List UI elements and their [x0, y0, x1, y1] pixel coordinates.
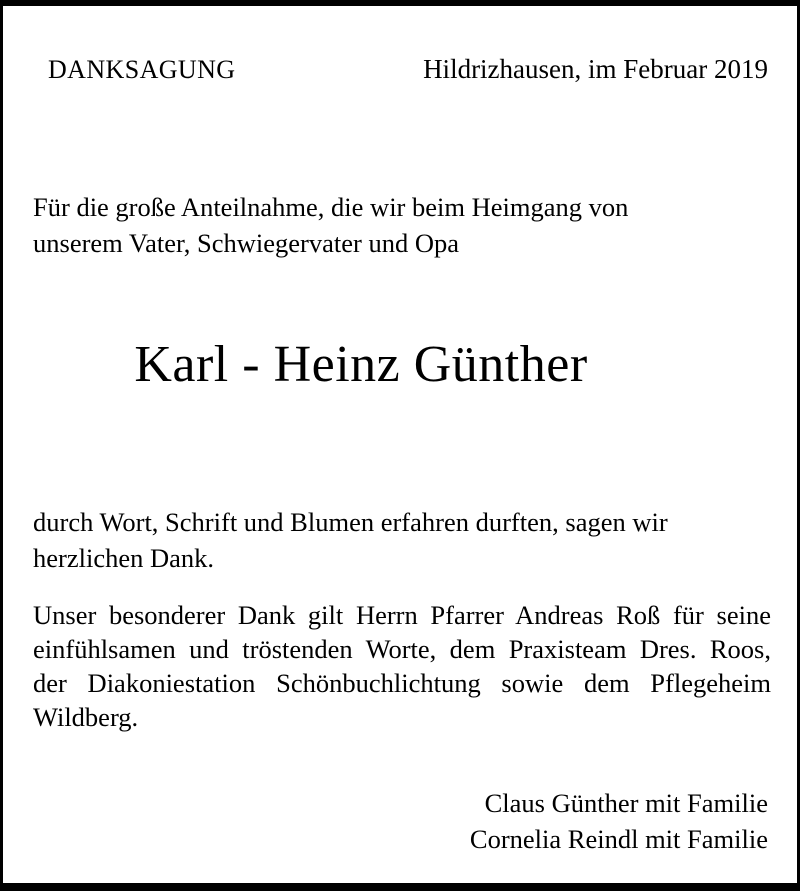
notice-content [3, 6, 797, 883]
intro-line: Für die große Anteilnahme, die wir beim Heimgang von [33, 192, 629, 222]
notice-header [32, 54, 771, 90]
place-and-date: Hildrizhausen, im Februar 2019 [423, 54, 768, 84]
thanks-line: herzlichen Dank. [33, 543, 214, 573]
notice-kicker: DANKSAGUNG [48, 55, 236, 84]
signature-line: Claus Günther mit Familie [484, 788, 768, 818]
signature-block [470, 785, 768, 857]
signature-line: Cornelia Reindl mit Familie [469, 824, 768, 854]
deceased-name: Karl - Heinz Günther [134, 336, 588, 393]
deceased-name-block [3, 334, 797, 396]
thanks-line: durch Wort, Schrift und Blumen erfahren durften, sagen wir [33, 507, 668, 537]
gratitude-line: der Diakoniestation Schönbuchlichtung sowie dem Pflegeheim [33, 668, 771, 698]
gratitude-line: Wildberg. [33, 702, 139, 732]
intro-line: unserem Vater, Schwiegervater und Opa [33, 228, 459, 258]
gratitude-line: Unser besonderer Dank gilt Herrn Pfarrer Andreas Roß für seine [33, 600, 771, 630]
gratitude-line: einfühlsamen und tröstenden Worte, dem Praxisteam Dres. Roos, [33, 634, 771, 664]
intro-paragraph [33, 189, 769, 261]
thanks-paragraph [33, 504, 769, 576]
gratitude-paragraph [33, 598, 771, 734]
